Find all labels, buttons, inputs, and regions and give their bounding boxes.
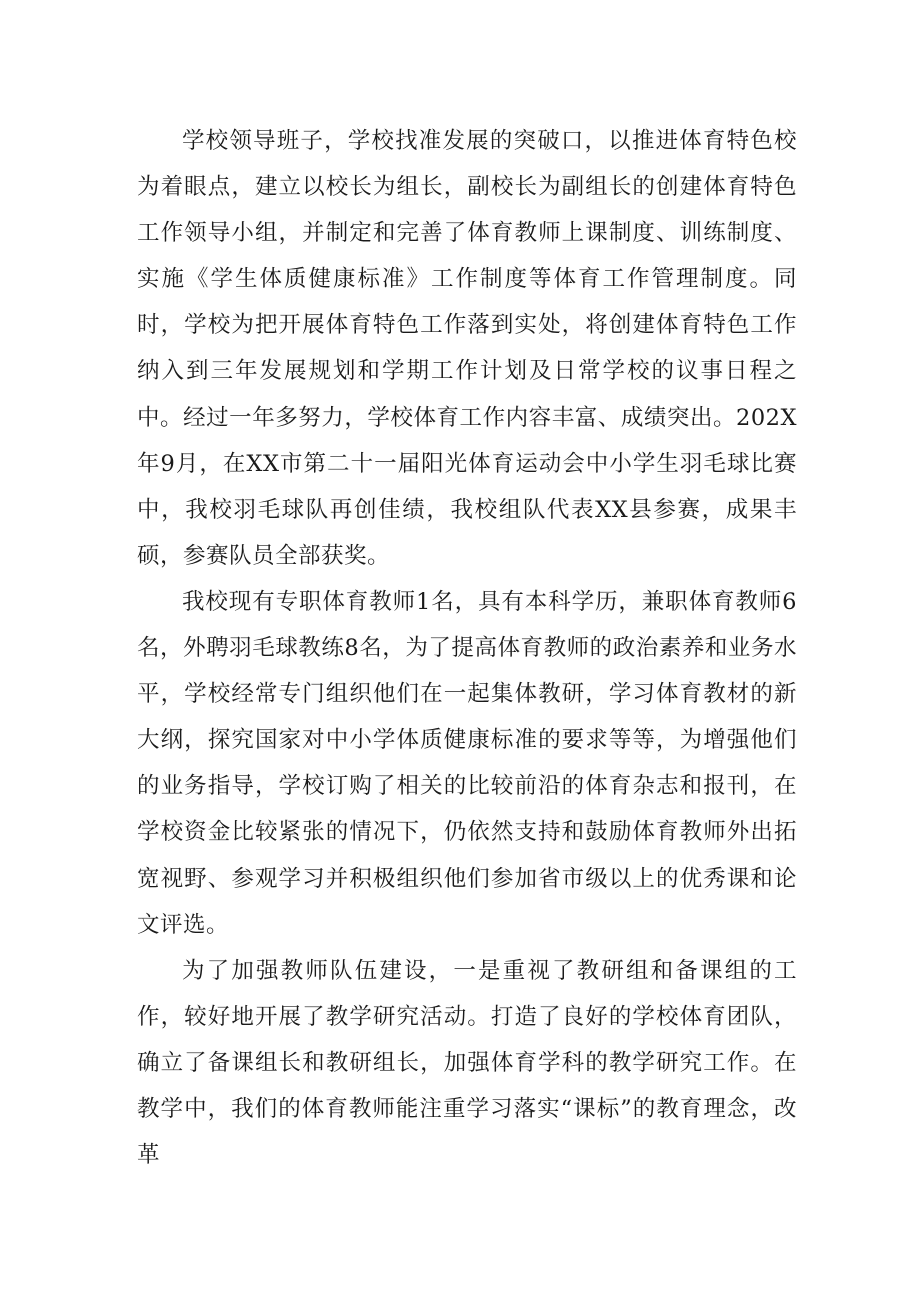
paragraph-1: 学校领导班子，学校找准发展的突破口，以推进体育特色校为着眼点，建立以校长为组长，副校长为副组长的创建体育特色工作领导小组，并制定和完善了体育教师上课制度、训练制度、实施《学生体质健康标准》工作制度等体育工作管理制度。同时，学校为把开展体育特色工作落到实处，将创建体育特色工作纳入到三年发展规划和学期工作计划及日常学校的议事日程之中。经过一年多努力，学校体育工作内容丰富、成绩突出。202X年9月，在XX市第二十一届阳光体育运动会中小学生羽毛球比赛中，我校羽毛球队再创佳绩，我校组队代表XX县参赛，成果丰硕，参赛队员全部获奖。 xyxy=(137,128,797,569)
document-body xyxy=(137,118,797,1178)
paragraph-3: 为了加强教师队伍建设，一是重视了教研组和备课组的工作，较好地开展了教学研究活动。打造了良好的学校体育团队，确立了备课组长和教研组长，加强体育学科的教学研究工作。在教学中，我们的体育教师能注重学习落实“课标”的教育理念，改革 xyxy=(137,957,797,1169)
paragraph-2: 我校现有专职体育教师1名，具有本科学历，兼职体育教师6名，外聘羽毛球教练8名，为了提高体育教师的政治素养和业务水平，学校经常专门组织他们在一起集体教研，学习体育教材的新大纲，探究国家对中小学体质健康标准的要求等等，为增强他们的业务指导，学校订购了相关的比较前沿的体育杂志和报刊，在学校资金比较紧张的情况下，仍依然支持和鼓励体育教师外出拓宽视野、参观学习并积极组织他们参加省市级以上的优秀课和论文评选。 xyxy=(137,588,797,938)
